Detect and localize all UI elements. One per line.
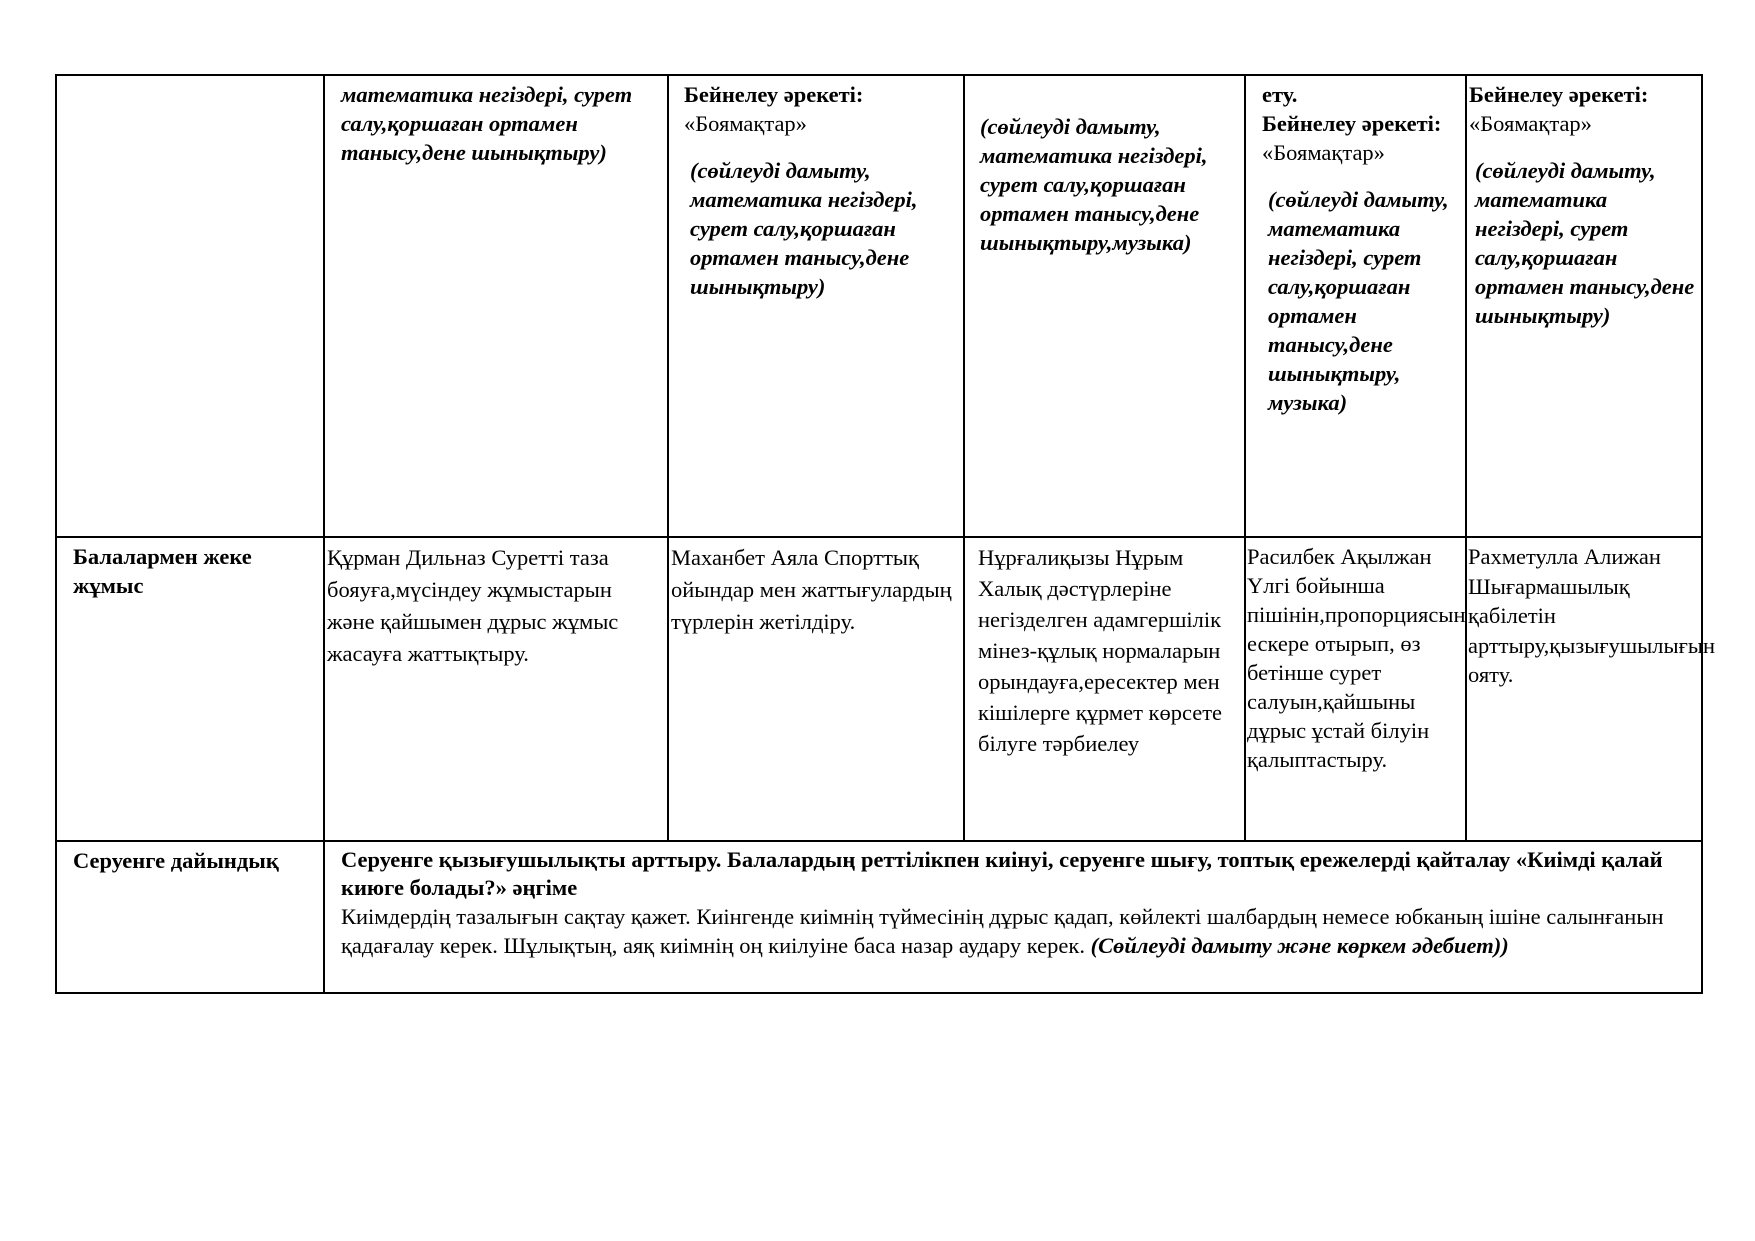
activity-title: Бейнелеу әрекеті: [684,82,864,107]
daily-plan-table [55,74,1716,994]
row-label-individual-work: Балалармен жеке жұмыс [56,537,324,841]
walk-instructions-text: Киімдердің тазалығын сақтау қажет. Киінгенде киімнің түймесінің дұрыс қадап, көйлекті шалбардың немесе юбканың ішіне салынғанын қадағалау керек. Шұлықтың, аяқ киімнің оң киілуіне баса назар аудару керек. [341,904,1664,958]
cell-individual-col4: Нұрғалиқызы Нұрым Халық дәстүрлеріне негізделген адамгершілік мінез-құлық нормаларын орындауға,ересектер мен кішілерге құрмет көрсете білуге тәрбиелеу [964,537,1245,841]
cell-activity-col2 [324,75,668,537]
activity-areas-text: математика негіздері, сурет салу,қоршаған ортамен танысу,дене шынықтыру) [341,82,633,165]
activity-title-continued: ету. [1262,82,1298,107]
cell-individual-col6: Рахметулла Алижан Шығармашылық қабілетін арттыру,қызығушылығын ояту. [1466,537,1702,841]
activity-subtitle: «Боямақтар» [1469,111,1592,136]
cell-individual-col5: Расилбек Ақылжан Үлгі бойынша пішінін,пропорциясын ескере отырып, өз бетінше сурет салуын,қайшыны дұрыс ұстай білуін қалыптастыру. [1245,537,1466,841]
walk-goal-text: Серуенге қызығушылықты арттыру. Балалардың реттілікпен киінуі, серуенге шығу, топтық ережелерді қайталау «Киімді қалай киюге болады?» әңгіме [341,847,1663,900]
cell-activity-col6 [1466,75,1702,537]
row-label-empty [56,75,324,537]
table-row-activities [56,75,1702,537]
table-row-walk-preparation [56,841,1702,993]
cell-activity-col4 [964,75,1245,537]
cell-activity-col5 [1245,75,1466,537]
activity-subtitle: «Боямақтар» [684,111,807,136]
activity-title: Бейнелеу әрекеті: [1262,111,1442,136]
cell-walk-preparation [324,841,1702,993]
table-row-individual-work [56,537,1702,841]
activity-areas-text: (сөйлеуді дамыту, математика негіздері, сурет салу,қоршаған ортамен танысу,дене шынықтыру) [690,158,918,299]
activity-subtitle: «Боямақтар» [1262,140,1385,165]
activity-areas-text: (сөйлеуді дамыту, математика негіздері, сурет салу,қоршаған ортамен танысу,дене шынықтыру,музыка) [980,114,1208,255]
activity-title: Бейнелеу әрекеті: [1469,82,1649,107]
row-label-walk-preparation: Серуенге дайындық [56,841,324,993]
walk-areas-text: (Сөйлеуді дамыту және көркем әдебиет)) [1090,933,1509,958]
activity-areas-text: (сөйлеуді дамыту, математика негіздері, сурет салу,қоршаған ортамен танысу,дене шынықтыру, музыка) [1268,187,1449,415]
cell-activity-col3 [668,75,964,537]
cell-individual-col2: Құрман Дильназ Суретті таза бояуға,мүсіндеу жұмыстарын және қайшымен дұрыс жұмыс жасауға жаттықтыру. [324,537,668,841]
cell-individual-col3: Маханбет Аяла Спорттық ойындар мен жаттығулардың түрлерін жетілдіру. [668,537,964,841]
activity-areas-text: (сөйлеуді дамыту, математика негіздері, сурет салу,қоршаған ортамен танысу,дене шынықтыру) [1475,158,1695,328]
